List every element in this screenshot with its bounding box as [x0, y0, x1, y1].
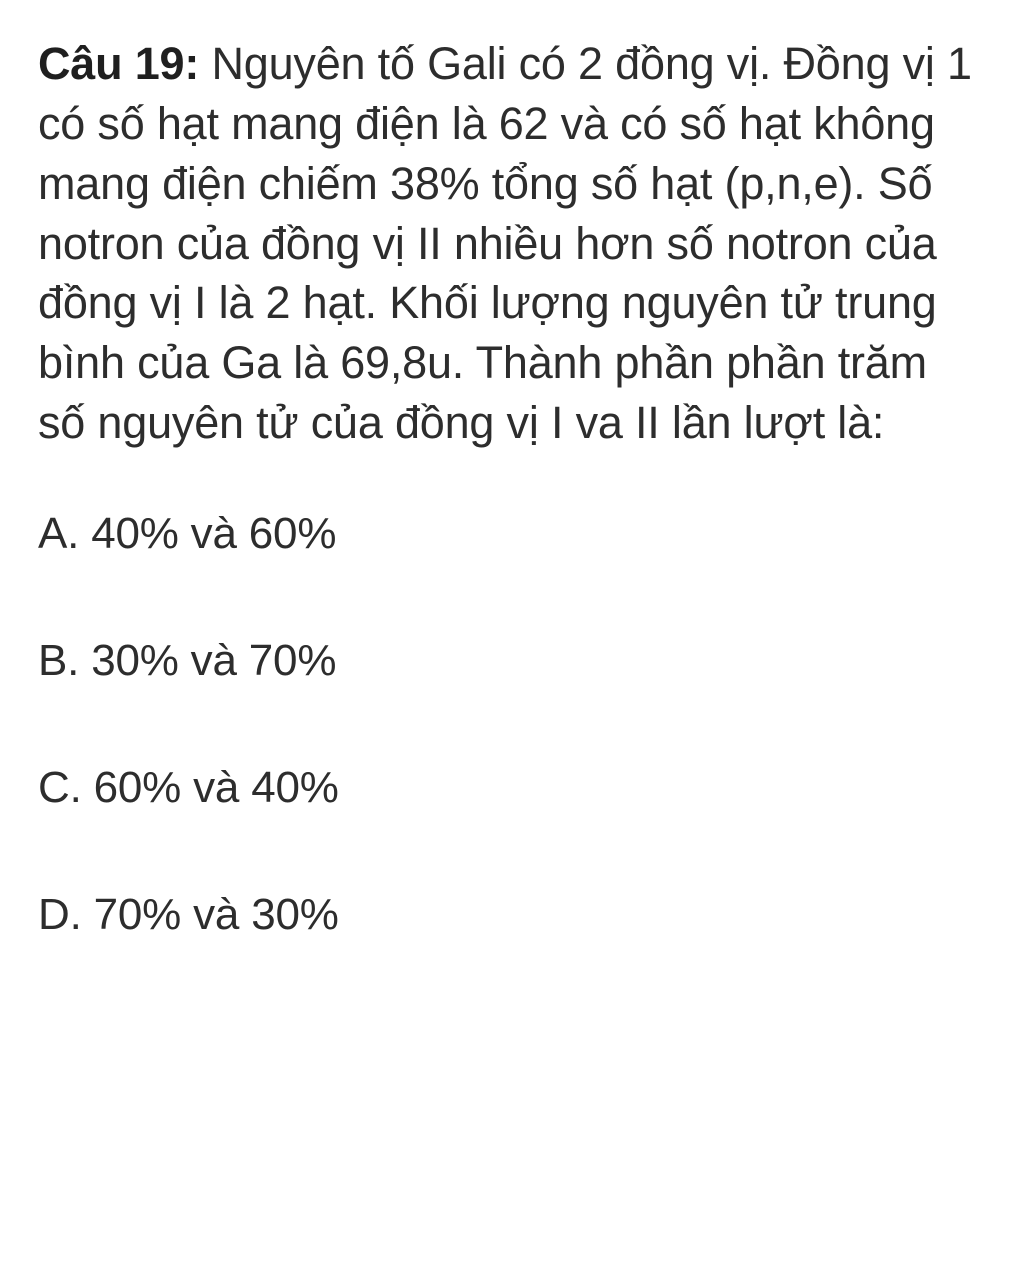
answer-option-a[interactable]: A. 40% và 60%	[38, 508, 337, 558]
answer-option-b[interactable]: B. 30% và 70%	[38, 636, 337, 686]
answer-option-d[interactable]: D. 70% và 30%	[38, 890, 339, 940]
answer-option-c[interactable]: C. 60% và 40%	[38, 763, 339, 813]
question-body-text: Nguyên tố Gali có 2 đồng vị. Đồng vị 1 có số hạt mang điện là 62 và có số hạt không mang điện chiếm 38% tổng số hạt (p,n,e). Số notron của đồng vị II nhiều hơn số notron của đồng vị I là 2 hạt. Khối lượng nguyên tử trung bình của Ga là 69,8u. Thành phần phần trăm số nguyên tử của đồng vị I va II lần lượt là:	[38, 38, 972, 449]
question-number-label: Câu 19:	[38, 38, 200, 89]
answer-options-list	[38, 505, 978, 944]
question-paragraph	[38, 34, 978, 453]
